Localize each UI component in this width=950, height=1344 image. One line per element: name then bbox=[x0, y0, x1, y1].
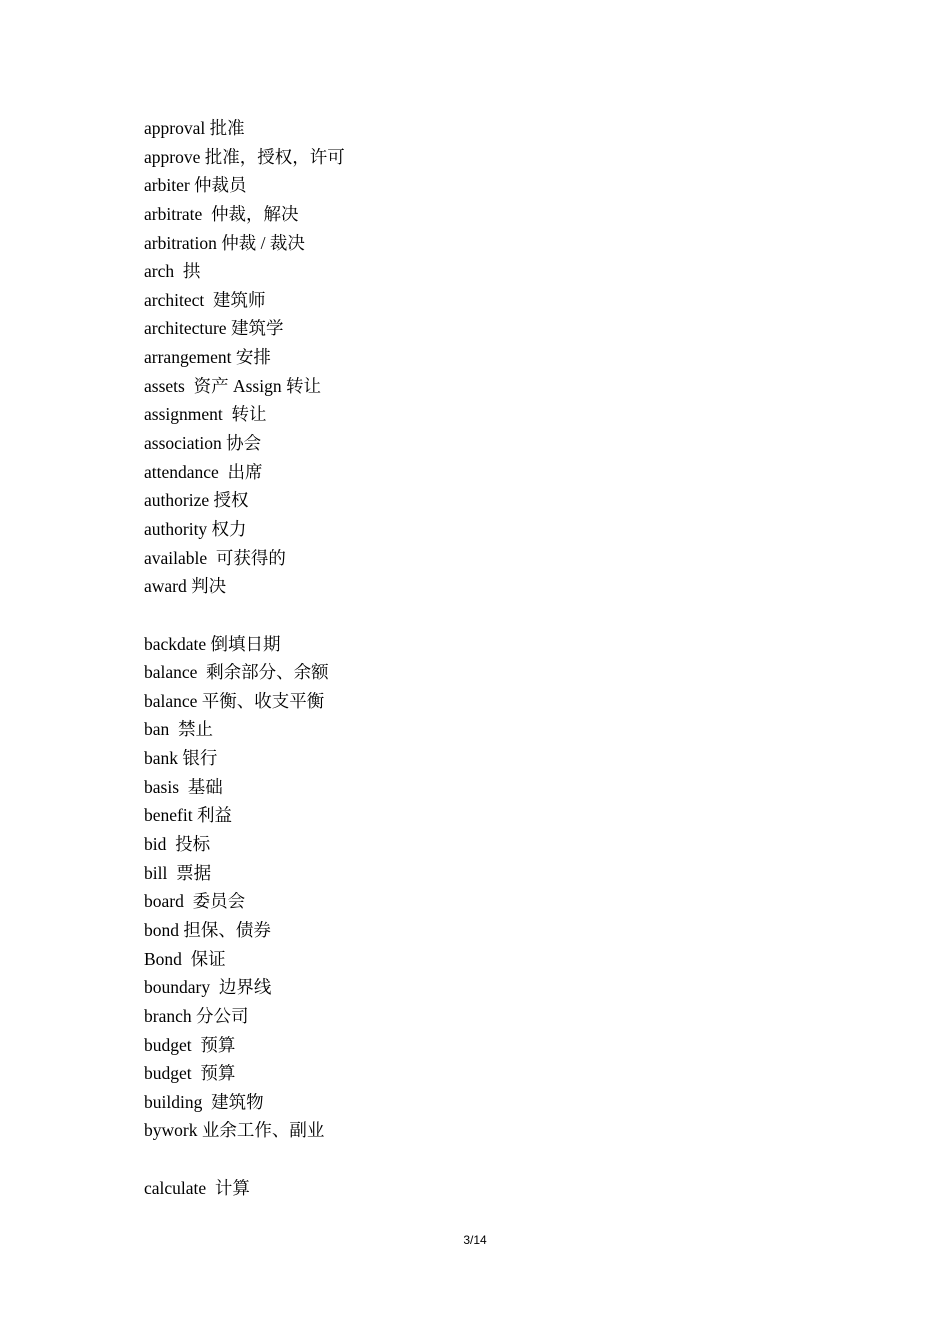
glossary-entry: balance 剩余部分、余额 bbox=[144, 662, 329, 683]
glossary-entry: architect 建筑师 bbox=[144, 289, 266, 310]
glossary-entry: award 判决 bbox=[144, 576, 227, 597]
glossary-entry: bank 银行 bbox=[144, 748, 218, 769]
glossary-entry: bid 投标 bbox=[144, 834, 211, 855]
glossary-entry: basis 基础 bbox=[144, 776, 223, 797]
glossary-entry: bill 票据 bbox=[144, 862, 212, 883]
glossary-entry: attendance 出席 bbox=[144, 461, 263, 482]
glossary-entry: arbiter 仲裁员 bbox=[144, 175, 247, 196]
glossary-entry: arch 拱 bbox=[144, 261, 201, 282]
glossary-entry: calculate 计算 bbox=[144, 1177, 250, 1198]
glossary-entry: branch 分公司 bbox=[144, 1005, 249, 1026]
glossary-entry: assignment 转让 bbox=[144, 404, 267, 425]
glossary-entry: authority 权力 bbox=[144, 518, 247, 539]
glossary-entry: arrangement 安排 bbox=[144, 347, 271, 368]
glossary-entry: budget 预算 bbox=[144, 1034, 236, 1055]
glossary-entry: arbitration 仲裁 / 裁决 bbox=[144, 232, 305, 253]
glossary-entry: assets 资产 Assign 转让 bbox=[144, 375, 321, 396]
glossary-entry: benefit 利益 bbox=[144, 805, 232, 826]
glossary-entry: backdate 倒填日期 bbox=[144, 633, 281, 654]
glossary-entry: authorize 授权 bbox=[144, 490, 249, 511]
glossary-entry: arbitrate 仲裁，解决 bbox=[144, 203, 299, 224]
glossary-entry: association 协会 bbox=[144, 433, 262, 454]
glossary-entry: bond 担保、债券 bbox=[144, 919, 271, 940]
glossary-entry: ban 禁止 bbox=[144, 719, 214, 740]
glossary-entry: Bond 保证 bbox=[144, 948, 226, 969]
section-spacer bbox=[144, 601, 345, 630]
glossary-entry: building 建筑物 bbox=[144, 1091, 264, 1112]
glossary-entry: boundary 边界线 bbox=[144, 977, 272, 998]
glossary-entry: budget 预算 bbox=[144, 1063, 236, 1084]
glossary-entry: available 可获得的 bbox=[144, 547, 286, 568]
glossary-entry: balance 平衡、收支平衡 bbox=[144, 690, 325, 711]
glossary-entry: board 委员会 bbox=[144, 891, 246, 912]
glossary-list bbox=[144, 114, 345, 1202]
glossary-entry: approval 批准 bbox=[144, 118, 245, 138]
glossary-entry: bywork 业余工作、副业 bbox=[144, 1120, 325, 1141]
glossary-entry: approve 批准，授权，许可 bbox=[144, 146, 345, 167]
section-spacer bbox=[144, 1145, 345, 1174]
glossary-entry: architecture 建筑学 bbox=[144, 318, 284, 339]
page-number: 3/14 bbox=[463, 1233, 487, 1247]
